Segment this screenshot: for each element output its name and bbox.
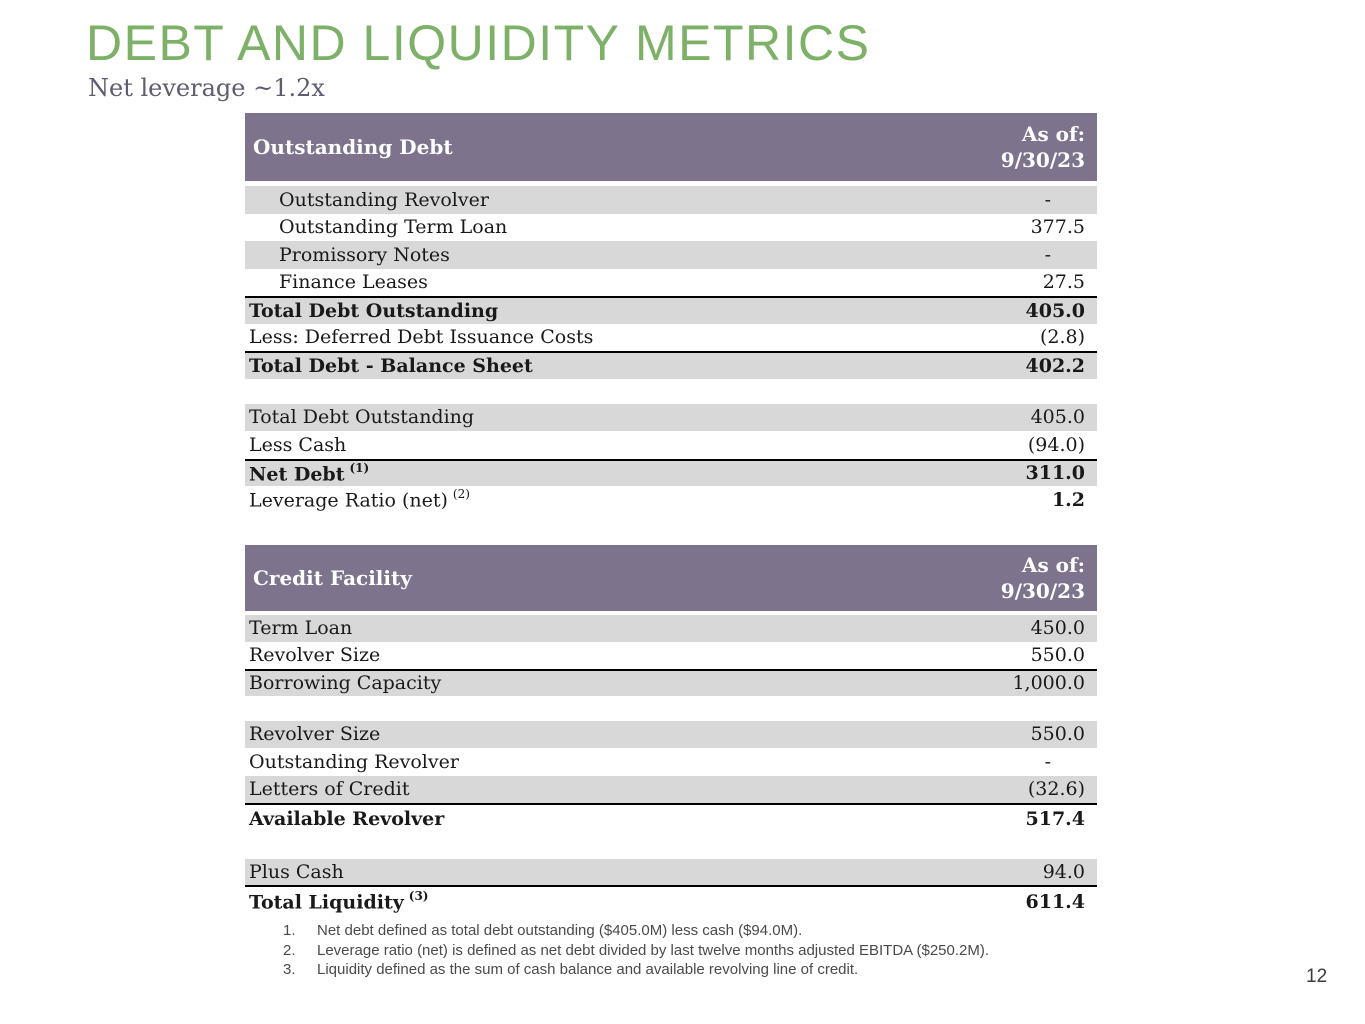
row-value: -: [1044, 243, 1051, 266]
row-value: -: [1044, 750, 1051, 773]
row-label: Total Debt - Balance Sheet: [249, 354, 533, 377]
table-row: [245, 324, 1097, 352]
row-label: Total Liquidity $^{(3)}$: [249, 888, 429, 914]
row-value: 550.0: [1030, 644, 1085, 666]
row-value: (32.6): [1027, 778, 1085, 801]
table-row: [245, 748, 1097, 776]
row-value: 94.0: [1042, 860, 1085, 883]
outstanding-debt-group1: [245, 186, 1097, 379]
row-label: Outstanding Revolver: [279, 188, 489, 211]
row-label: Plus Cash: [249, 860, 344, 883]
footnote-number: 1.: [283, 922, 296, 939]
row-label: Less Cash: [249, 433, 347, 456]
table-row: [245, 186, 1097, 214]
footnote: [283, 941, 1063, 961]
page-number: 12: [1306, 966, 1328, 987]
row-value: 1.2: [1051, 488, 1085, 511]
page-title: DEBT AND LIQUIDITY METRICS: [86, 15, 871, 71]
row-label: Term Loan: [249, 617, 353, 639]
table-row: [245, 615, 1097, 642]
table-row: [245, 642, 1097, 669]
footnote-text: Net debt defined as total debt outstanding ($405.0M) less cash ($94.0M).: [317, 922, 803, 939]
table-header-title: Credit Facility: [253, 565, 412, 590]
row-label: Total Debt Outstanding: [249, 299, 499, 322]
row-value: 550.0: [1030, 723, 1085, 746]
footnote-text: Liquidity defined as the sum of cash balance and available revolving line of credit.: [317, 961, 859, 978]
row-value: (2.8): [1039, 326, 1085, 349]
credit-facility-header: [245, 545, 1097, 611]
table-row: [245, 776, 1097, 804]
footnote: [283, 921, 1063, 941]
available-revolver-group: [245, 721, 1097, 834]
table-row: [245, 214, 1097, 242]
row-label: Borrowing Capacity: [249, 672, 442, 694]
footnote-ref: (1): [349, 460, 370, 475]
table-row: [245, 859, 1097, 887]
row-label: Net Debt $^{(1)}$: [249, 460, 370, 485]
row-value: 27.5: [1042, 271, 1085, 294]
row-label: Finance Leases: [279, 271, 428, 294]
as-of-block: [1001, 552, 1085, 604]
footnotes: [283, 921, 1063, 980]
row-label: Letters of Credit: [249, 778, 410, 801]
table-row-total: [245, 803, 1097, 833]
row-label: Available Revolver: [249, 808, 445, 830]
row-value: 311.0: [1025, 462, 1085, 485]
table-row-total: [245, 887, 1097, 917]
credit-facility-group1: [245, 615, 1097, 696]
table-row-total: [245, 459, 1097, 487]
table-row-total: [245, 296, 1097, 324]
row-label: Promissory Notes: [279, 243, 450, 266]
row-value: 405.0: [1025, 299, 1085, 322]
total-liquidity-group: [245, 859, 1097, 917]
table-row: [245, 721, 1097, 749]
row-label: Outstanding Revolver: [249, 750, 459, 773]
row-label: Total Debt Outstanding: [249, 406, 475, 429]
footnote-ref: (2): [452, 487, 470, 502]
row-value: -: [1044, 188, 1051, 211]
table-row-total: [245, 351, 1097, 379]
footnote-ref: (3): [408, 888, 429, 903]
row-value: 517.4: [1025, 808, 1085, 830]
as-of-label: As of:: [1021, 122, 1085, 146]
row-value: 402.2: [1025, 354, 1085, 377]
table-row: [245, 241, 1097, 269]
footnote-number: 3.: [283, 961, 296, 978]
as-of-date: 9/30/23: [1000, 578, 1085, 603]
footnote-number: 2.: [283, 941, 296, 959]
row-value: 377.5: [1030, 216, 1085, 239]
tables-container: [245, 113, 1097, 917]
row-value: 405.0: [1030, 406, 1085, 429]
footnote-text: Leverage ratio (net) is defined as net debt divided by last twelve months adjusted EBITDA ($250.2M).: [317, 941, 990, 959]
row-label: Outstanding Term Loan: [279, 216, 508, 239]
row-label: Revolver Size: [249, 723, 381, 746]
row-label: Less: Deferred Debt Issuance Costs: [249, 326, 594, 349]
row-value: 611.4: [1025, 890, 1085, 913]
table-header-title: Outstanding Debt: [253, 135, 453, 159]
as-of-date: 9/30/23: [1000, 148, 1085, 172]
row-value: (94.0): [1027, 433, 1085, 456]
table-row: [245, 486, 1097, 514]
table-row: [245, 269, 1097, 297]
footnote: [283, 960, 1063, 980]
as-of-label: As of:: [1021, 552, 1085, 577]
row-value: 450.0: [1030, 617, 1085, 639]
row-value: 1,000.0: [1012, 672, 1085, 694]
outstanding-debt-header: [245, 113, 1097, 181]
table-row: [245, 431, 1097, 459]
row-label: Leverage Ratio (net) $^{(2)}$: [249, 487, 470, 512]
table-row: [245, 404, 1097, 432]
page-subtitle: Net leverage ~1.2x: [88, 74, 325, 102]
row-label: Revolver Size: [249, 644, 381, 666]
table-row-total: [245, 669, 1097, 696]
as-of-block: [1001, 121, 1085, 173]
net-debt-group: [245, 404, 1097, 514]
